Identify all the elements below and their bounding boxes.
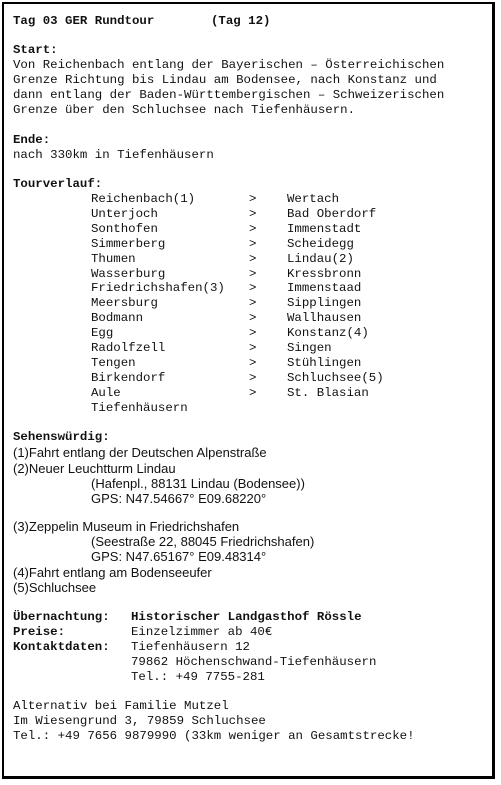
route-to: Immenstadt	[287, 222, 362, 236]
sight-5: (5)Schluchsee	[13, 580, 97, 595]
route-arrow: >	[249, 281, 257, 295]
route-arrow: >	[249, 252, 257, 266]
route-to: Scheidegg	[287, 237, 354, 251]
route-from: Reichenbach(1)	[91, 192, 196, 206]
sight-3: (3)Zeppelin Museum in Friedrichshafen	[13, 519, 240, 534]
alt-line-1: Alternativ bei Familie Mutzel	[13, 699, 229, 713]
route-from: Egg	[91, 326, 114, 340]
contact-line-2: 79862 Höchenschwand-Tiefenhäusern	[131, 655, 377, 669]
start-line-1: Von Reichenbach entlang der Bayerischen – Österreichischen	[13, 58, 445, 72]
route-final-stop: Tiefenhäusern	[91, 401, 188, 415]
alt-line-3: Tel.: +49 7656 9879990 (33km weniger an Gesamtstrecke!	[13, 729, 415, 743]
route-from: Bodmann	[91, 311, 144, 325]
route-arrow: >	[249, 371, 257, 385]
route-from: Simmerberg	[91, 237, 166, 251]
route-arrow: >	[249, 341, 257, 355]
sight-3-address: (Seestraße 22, 88045 Friedrichshafen)	[91, 534, 315, 549]
route-to: Konstanz(4)	[287, 326, 369, 340]
document-page	[2, 2, 495, 779]
route-from: Meersburg	[91, 296, 158, 310]
route-arrow: >	[249, 356, 257, 370]
start-label: Start:	[13, 43, 58, 57]
alt-line-2: Im Wiesengrund 3, 79859 Schluchsee	[13, 714, 266, 728]
route-arrow: >	[249, 326, 257, 340]
price-label: Preise:	[13, 625, 66, 639]
route-to: Bad Oberdorf	[287, 207, 377, 221]
sight-3-gps: GPS: N47.65167° E09.48314°	[91, 549, 267, 564]
route-arrow: >	[249, 296, 257, 310]
route-to: Stühlingen	[287, 356, 362, 370]
sight-2: (2)Neuer Leuchtturm Lindau	[13, 461, 176, 476]
route-arrow: >	[249, 267, 257, 281]
route-from: Thumen	[91, 252, 136, 266]
sight-1: (1)Fahrt entlang der Deutschen Alpenstraße	[13, 445, 267, 460]
sight-2-address: (Hafenpl., 88131 Lindau (Bodensee))	[91, 476, 305, 491]
route-arrow: >	[249, 237, 257, 251]
overnight-label: Übernachtung:	[13, 610, 110, 624]
start-line-3: dann entlang der Baden-Württembergischen – Schweizerischen	[13, 88, 445, 102]
route-to: Wallhausen	[287, 311, 362, 325]
route-arrow: >	[249, 222, 257, 236]
route-from: Friedrichshafen(3)	[91, 281, 225, 295]
route-label: Tourverlauf:	[13, 177, 103, 191]
start-line-2: Grenze Richtung bis Lindau am Bodensee, nach Konstanz und	[13, 73, 437, 87]
start-line-4: Grenze über den Schluchsee nach Tiefenhäusern.	[13, 103, 356, 117]
end-label: Ende:	[13, 133, 51, 147]
tour-title: Tag 03 GER Rundtour	[13, 14, 155, 28]
route-to: Lindau(2)	[287, 252, 354, 266]
route-arrow: >	[249, 386, 257, 400]
route-to: Immenstaad	[287, 281, 362, 295]
route-arrow: >	[249, 311, 257, 325]
sight-4: (4)Fahrt entlang am Bodenseeufer	[13, 565, 212, 580]
route-arrow: >	[249, 207, 257, 221]
route-to: Kressbronn	[287, 267, 362, 281]
contact-line-3: Tel.: +49 7755-281	[131, 670, 265, 684]
route-from: Aule	[91, 386, 121, 400]
end-text: nach 330km in Tiefenhäusern	[13, 148, 214, 162]
route-to: Schluchsee(5)	[287, 371, 384, 385]
tour-day: (Tag 12)	[211, 14, 271, 28]
sights-label: Sehenswürdig:	[13, 430, 110, 444]
route-to: Sipplingen	[287, 296, 362, 310]
route-from: Wasserburg	[91, 267, 166, 281]
contact-label: Kontaktdaten:	[13, 640, 110, 654]
route-from: Birkendorf	[91, 371, 166, 385]
route-to: Wertach	[287, 192, 340, 206]
overnight-value: Historischer Landgasthof Rössle	[131, 610, 362, 624]
route-to: Singen	[287, 341, 332, 355]
route-from: Radolfzell	[91, 341, 166, 355]
contact-line-1: Tiefenhäusern 12	[131, 640, 250, 654]
route-from: Sonthofen	[91, 222, 158, 236]
route-arrow: >	[249, 192, 257, 206]
sight-2-gps: GPS: N47.54667° E09.68220°	[91, 491, 267, 506]
route-to: St. Blasian	[287, 386, 369, 400]
route-from: Tengen	[91, 356, 136, 370]
price-value: Einzelzimmer ab 40€	[131, 625, 273, 639]
route-from: Unterjoch	[91, 207, 158, 221]
